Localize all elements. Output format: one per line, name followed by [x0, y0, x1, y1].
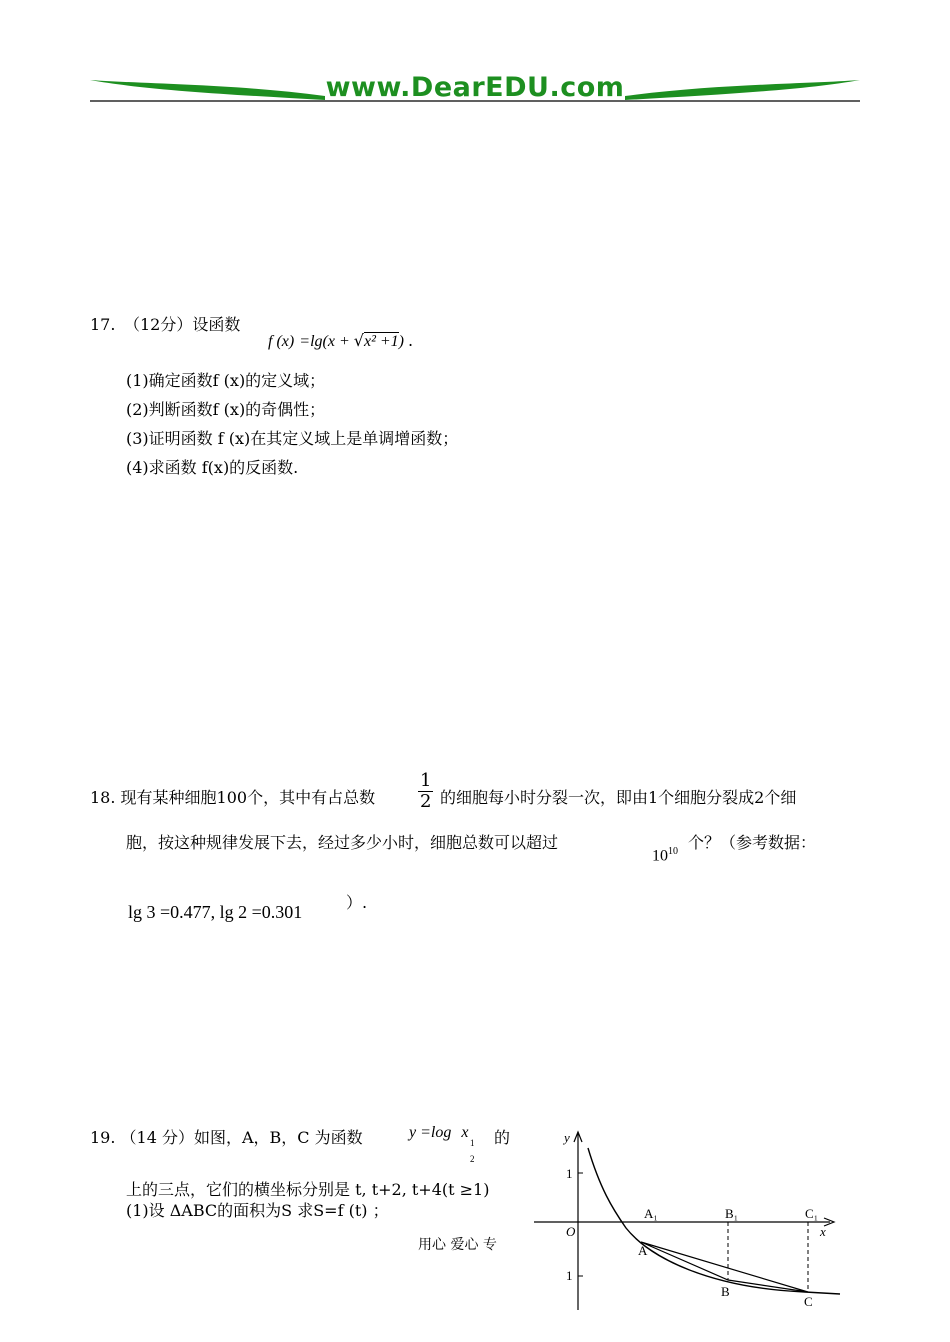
- q19-function: [409, 1124, 475, 1164]
- point-c1-label: C₁: [805, 1206, 819, 1221]
- q17-formula: [268, 331, 413, 352]
- power-base: 10: [652, 847, 668, 865]
- power-exponent: 10: [668, 846, 678, 857]
- formula-close: ): [398, 333, 404, 350]
- q18-line2-b: 个？（参考数据：: [688, 833, 817, 852]
- fraction-denominator: 2: [420, 791, 432, 812]
- func-y: y =log: [409, 1124, 452, 1141]
- tick-label-pos: 1: [566, 1166, 573, 1181]
- fraction-numerator: 1: [420, 770, 432, 791]
- sqrt-sign: √: [353, 331, 364, 350]
- q17-item-1: (1)确定函数f (x)的定义域；: [126, 371, 326, 390]
- page-footer: 用心 爱心 专: [418, 1237, 497, 1253]
- q18-line1-a: 18. 现有某种细胞100个，其中有占总数: [90, 788, 376, 807]
- origin-label: O: [566, 1224, 576, 1239]
- func-x: x: [461, 1124, 469, 1141]
- banner-swoosh-left: [90, 80, 325, 100]
- q18-line1-b: 的细胞每小时分裂一次，即由1个细胞分裂成2个细: [440, 788, 797, 807]
- y-axis-label: y: [564, 1130, 570, 1145]
- q19-line1-a: 19. （14 分）如图，A，B，C 为函数: [90, 1128, 363, 1147]
- q19-line2: 上的三点，它们的横坐标分别是 t, t+2, t+4(t ≥1): [126, 1180, 490, 1199]
- log-base-den: 2: [470, 1154, 475, 1164]
- q18-power: [652, 846, 678, 865]
- q18-reference-data: lg 3 =0.477, lg 2 =0.301: [128, 902, 303, 922]
- formula-sqrt: x² +1: [363, 333, 399, 350]
- q17-item-3: (3)证明函数 f (x)在其定义域上是单调增函数；: [126, 429, 459, 448]
- log-curve: [588, 1148, 840, 1294]
- formula-period: .: [408, 331, 414, 350]
- formula-rhs: =lg(x +: [299, 333, 354, 350]
- q17-item-4: (4)求函数 f(x)的反函数.: [126, 458, 299, 477]
- point-c-label: C: [804, 1294, 813, 1309]
- site-logo-text: www.DearEDU.com: [325, 72, 625, 103]
- q19-line3: (1)设 ΔABC的面积为S 求S=f (t) ；: [126, 1201, 389, 1220]
- tick-label-neg: 1: [566, 1268, 573, 1283]
- q17-number: 17.: [90, 315, 116, 334]
- point-b-label: B: [721, 1284, 730, 1299]
- q19-line1-b: 的: [494, 1128, 511, 1147]
- q17-item-2: (2)判断函数f (x)的奇偶性；: [126, 400, 326, 419]
- log-base-num: 1: [470, 1138, 475, 1148]
- formula-lhs: f (x): [268, 333, 295, 350]
- log-function-graph: [530, 1128, 850, 1318]
- x-axis-label: x: [820, 1224, 826, 1239]
- log-base: [470, 1138, 475, 1164]
- q18-line3-end: ）.: [346, 893, 368, 912]
- banner-swoosh-right: [625, 80, 860, 100]
- point-b1-label: B₁: [725, 1206, 739, 1221]
- q18-line2-a: 胞，按这种规律发展下去，经过多少小时，细胞总数可以超过: [126, 833, 559, 852]
- q17-points: （12分）设函数: [124, 315, 241, 334]
- q18-fraction: [418, 771, 433, 812]
- point-a1-label: A₁: [644, 1206, 658, 1221]
- point-a-label: A: [638, 1243, 648, 1258]
